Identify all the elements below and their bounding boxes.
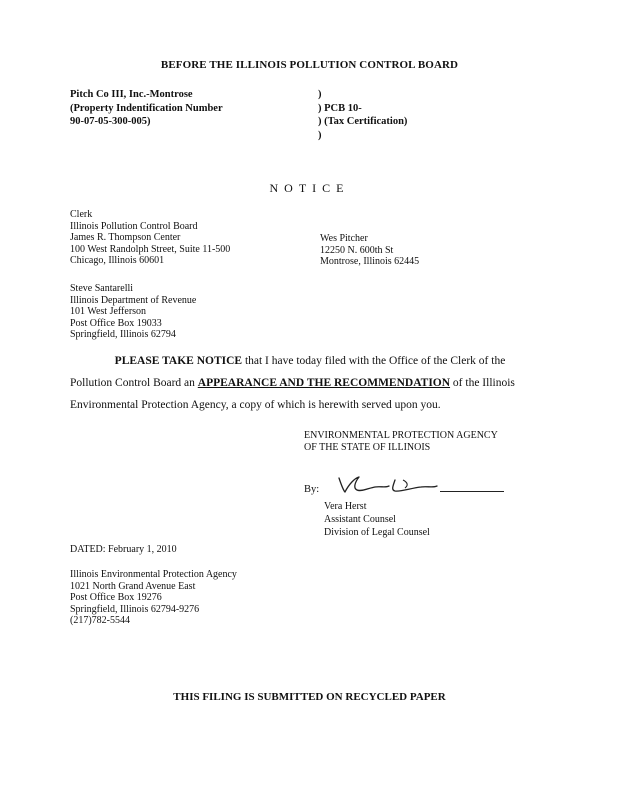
signer-title: Assistant Counsel [324, 514, 396, 525]
address-line: Clerk [70, 209, 93, 220]
address-line: Illinois Pollution Control Board [70, 220, 198, 232]
case-caption-number [318, 88, 407, 142]
case-caption-party [70, 88, 223, 129]
caption-property-id-number: 90-07-05-300-005) [70, 116, 151, 127]
agency-block [304, 430, 498, 453]
address-line: James R. Thompson Center [70, 232, 181, 243]
address-line: Post Office Box 19033 [70, 317, 162, 329]
caption-case-type: ) (Tax Certification) [318, 116, 408, 127]
address-line: Post Office Box 19276 [70, 592, 162, 603]
address-line: 12250 N. 600th St [320, 244, 394, 256]
address-line: Illinois Environmental Protection Agency [70, 569, 237, 580]
address-line: Springfield, Illinois 62794-9276 [70, 603, 200, 615]
notice-title: NOTICE [269, 181, 350, 195]
address-line: 101 West Jefferson [70, 306, 147, 317]
address-line: Chicago, Illinois 60601 [70, 255, 165, 266]
recycled-paper-note: THIS FILING IS SUBMITTED ON RECYCLED PAPER [173, 691, 446, 703]
phone-number: (217)782-5544 [70, 615, 130, 626]
agency-name: ENVIRONMENTAL PROTECTION AGENCY [304, 430, 498, 441]
address-line: Springfield, Illinois 62794 [70, 329, 176, 340]
document-heading: BEFORE THE ILLINOIS POLLUTION CONTROL BOARD [160, 59, 459, 71]
agency-state: OF THE STATE OF ILLINOIS [304, 441, 431, 453]
notice-text: that I have today filed with the Office of the Clerk of the [242, 355, 506, 367]
address-line: Montrose, Illinois 62445 [320, 256, 420, 267]
caption-bracket-line: ) [318, 89, 322, 100]
signer-block [324, 500, 430, 539]
address-line: Illinois Department of Revenue [70, 294, 197, 306]
notice-body [70, 350, 550, 416]
address-line: Steve Santarelli [70, 283, 134, 294]
notice-lead: PLEASE TAKE NOTICE [114, 355, 243, 367]
notice-body-line-3: Environmental Protection Agency, a copy of which is herewith served upon you. [70, 399, 441, 411]
signer-division: Division of Legal Counsel [324, 527, 430, 538]
signature-by-label: By: [304, 484, 320, 495]
address-line: 1021 North Grand Avenue East [70, 580, 196, 592]
dated-line: DATED: February 1, 2010 [70, 544, 177, 555]
signature-line [440, 491, 504, 492]
notice-text: of the Illinois [450, 377, 515, 389]
caption-party-name: Pitch Co III, Inc.-Montrose [70, 89, 193, 100]
handwritten-signature [325, 474, 505, 496]
filing-title: APPEARANCE AND THE RECOMMENDATION [197, 377, 451, 389]
caption-pcb-number: ) PCB 10- [318, 102, 362, 114]
notice-body-line-1 [70, 350, 550, 372]
address-line: Wes Pitcher [320, 233, 368, 244]
signer-name: Vera Herst [324, 501, 367, 512]
addressee-pitcher [320, 233, 419, 268]
notice-body-line-2 [70, 372, 550, 394]
caption-property-id-label: (Property Indentification Number [70, 102, 223, 114]
addressee-revenue [70, 283, 196, 341]
addressee-clerk [70, 209, 230, 267]
address-line: 100 West Randolph Street, Suite 11-500 [70, 243, 231, 255]
notice-text: Pollution Control Board an [70, 377, 198, 389]
caption-bracket-line: ) [318, 129, 322, 141]
agency-address [70, 569, 237, 627]
